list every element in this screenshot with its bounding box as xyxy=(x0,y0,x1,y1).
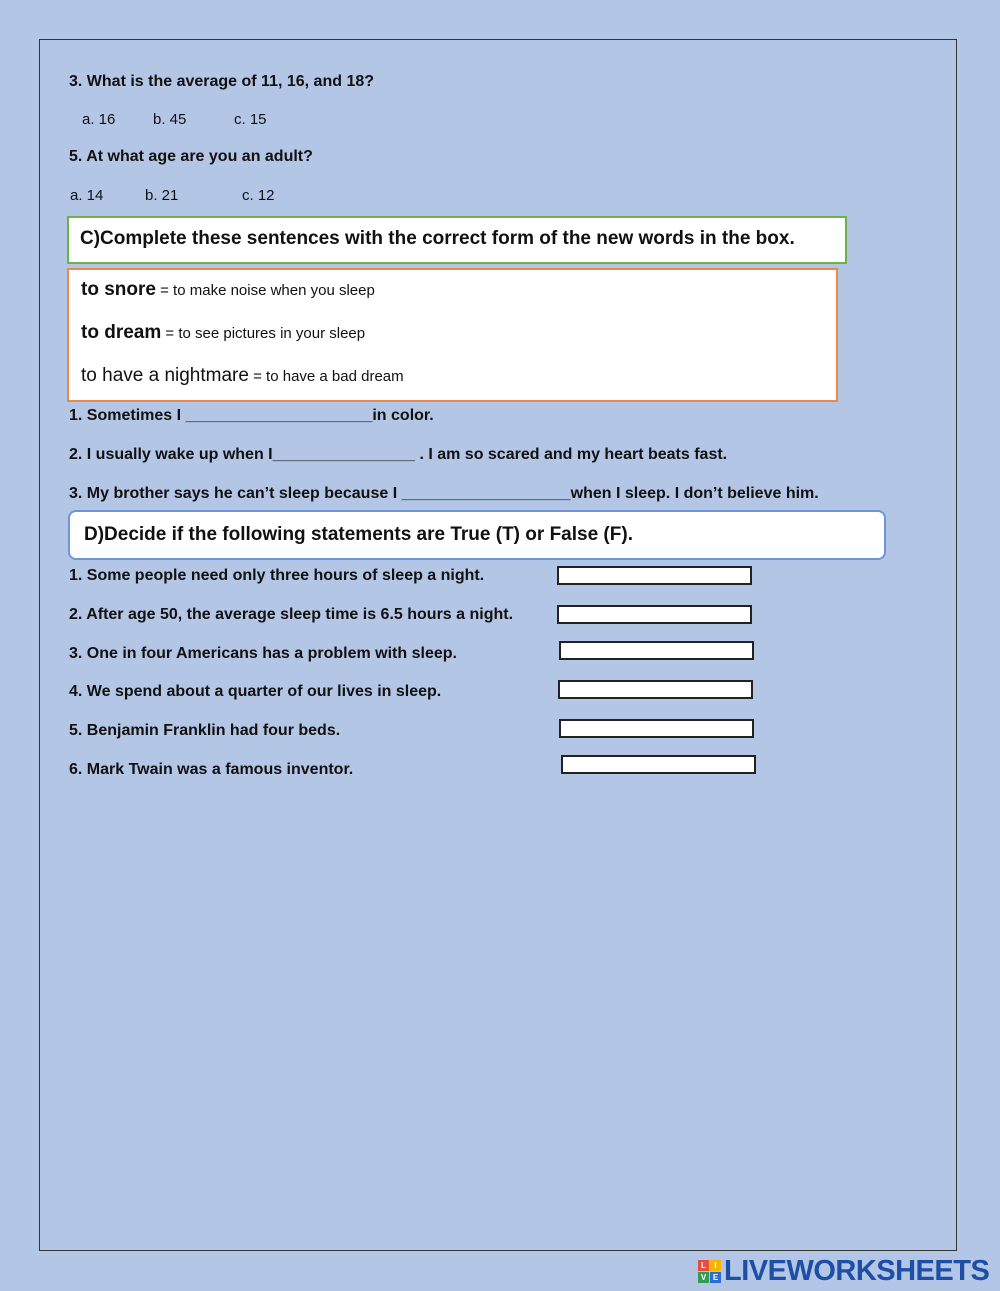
logo-block: L xyxy=(698,1260,709,1271)
liveworksheets-logo xyxy=(698,1254,990,1287)
answer-box-1[interactable] xyxy=(557,566,752,585)
logo-block: I xyxy=(710,1260,721,1271)
vocab-term: to have a nightmare xyxy=(81,365,249,386)
option-a: a. 14 xyxy=(70,187,104,204)
statement-4: 4. We spend about a quarter of our lives in sleep. xyxy=(69,683,442,700)
vocab-item xyxy=(81,279,375,301)
statement-5: 5. Benjamin Franklin had four beds. xyxy=(69,722,341,739)
section-d-header xyxy=(68,510,886,560)
answer-box-5[interactable] xyxy=(559,719,754,738)
logo-blocks xyxy=(698,1260,721,1283)
answer-box-2[interactable] xyxy=(557,605,752,624)
option-b: b. 45 xyxy=(153,111,187,128)
option-a: a. 16 xyxy=(82,111,116,128)
question-average-options xyxy=(82,111,267,128)
logo-wordmark: LIVEWORKSHEETS xyxy=(724,1254,990,1287)
sentence-3: 3. My brother says he can’t sleep because I ___________________when I sleep. I don’t believe him. xyxy=(69,485,819,502)
section-c-title: C)Complete these sentences with the correct form of the new words in the box. xyxy=(80,228,795,249)
option-c: c. 12 xyxy=(242,187,275,204)
answer-box-3[interactable] xyxy=(559,641,754,660)
vocab-item xyxy=(81,322,365,344)
vocab-term: to snore xyxy=(81,279,156,300)
vocab-box xyxy=(67,268,838,402)
option-b: b. 21 xyxy=(145,187,179,204)
question-adult-age: 5. At what age are you an adult? xyxy=(69,148,313,165)
vocab-item xyxy=(81,365,404,387)
statement-3: 3. One in four Americans has a problem with sleep. xyxy=(69,645,457,662)
vocab-term: to dream xyxy=(81,322,162,343)
sentence-2: 2. I usually wake up when I________________ . I am so scared and my heart beats fast. xyxy=(69,446,728,463)
statement-2: 2. After age 50, the average sleep time is 6.5 hours a night. xyxy=(69,606,514,623)
vocab-definition: = to have a bad dream xyxy=(248,368,404,385)
statement-6: 6. Mark Twain was a famous inventor. xyxy=(69,761,354,778)
question-average: 3. What is the average of 11, 16, and 18? xyxy=(69,73,375,90)
statement-1: 1. Some people need only three hours of sleep a night. xyxy=(69,567,485,584)
vocab-definition: = to see pictures in your sleep xyxy=(161,325,366,342)
section-c-header xyxy=(67,216,847,264)
vocab-definition: = to make noise when you sleep xyxy=(155,282,375,299)
option-c: c. 15 xyxy=(234,111,267,128)
question-adult-age-options xyxy=(70,187,275,204)
section-d-title: D)Decide if the following statements are True (T) or False (F). xyxy=(84,524,633,545)
answer-box-6[interactable] xyxy=(561,755,756,774)
answer-box-4[interactable] xyxy=(558,680,753,699)
logo-block: E xyxy=(710,1272,721,1283)
sentence-1: 1. Sometimes I _____________________in color. xyxy=(69,407,434,424)
logo-block: V xyxy=(698,1272,709,1283)
